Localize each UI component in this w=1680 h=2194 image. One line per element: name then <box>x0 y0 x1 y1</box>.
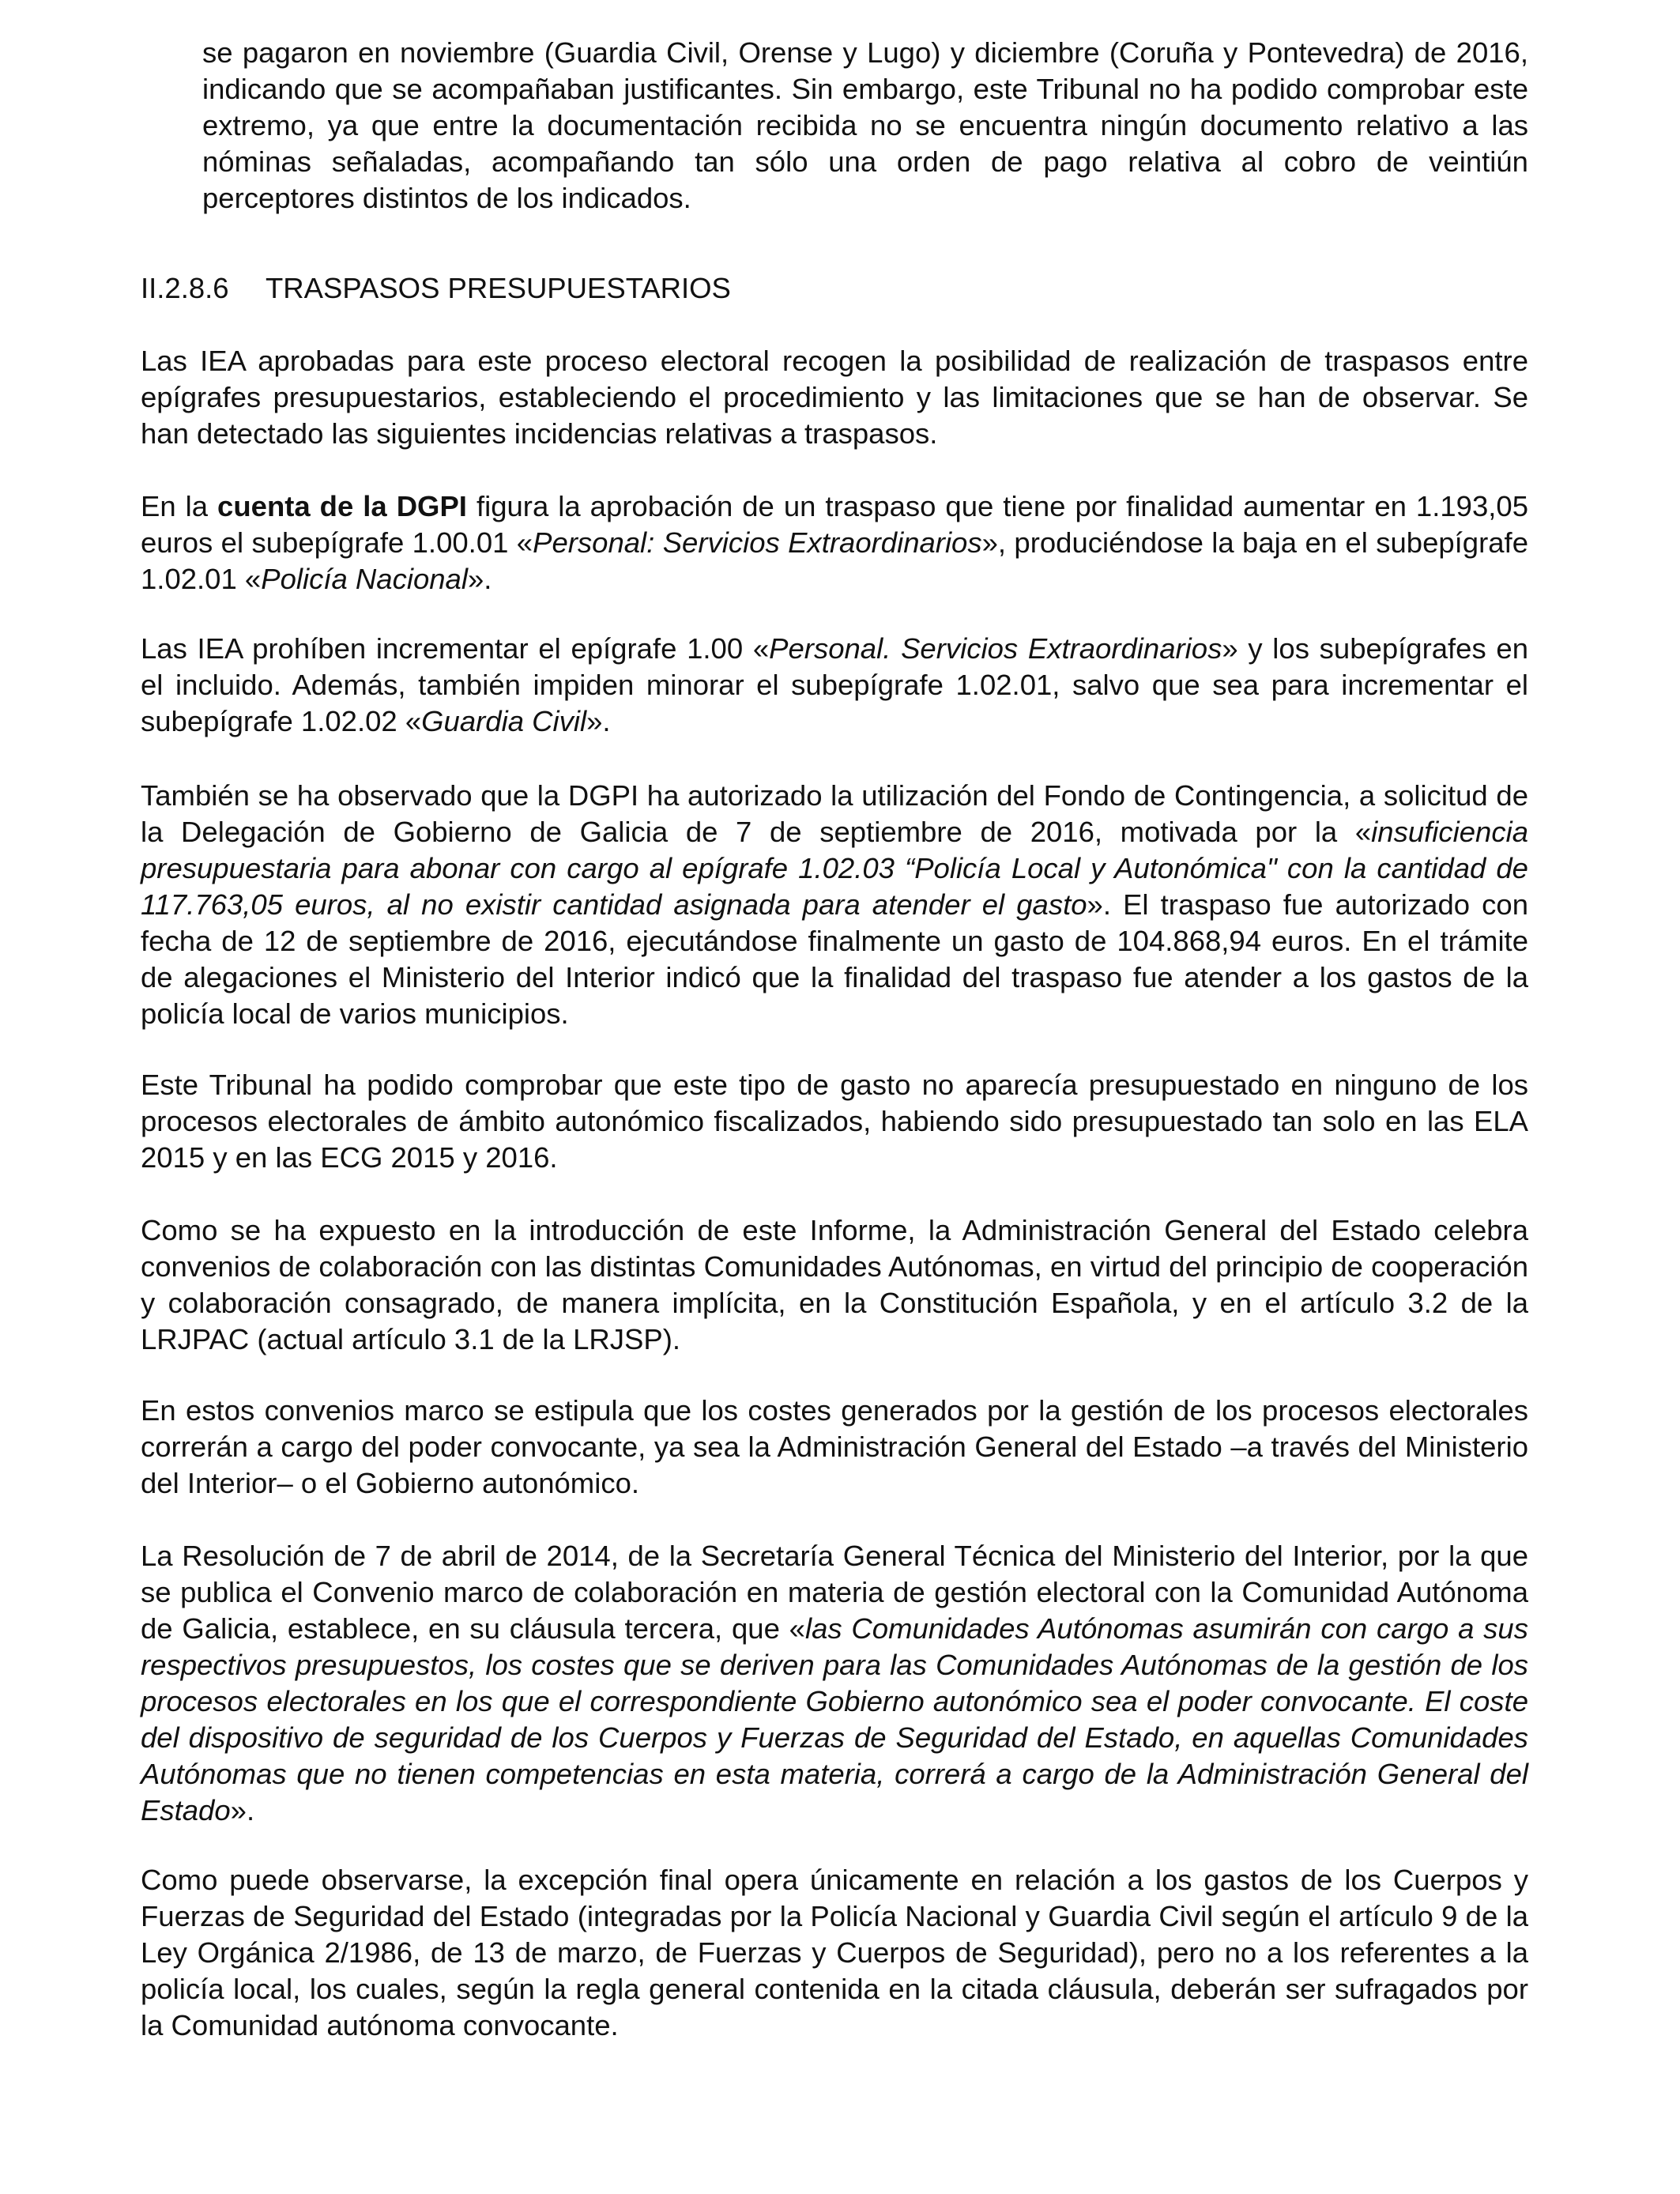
italic-run: Guardia Civil <box>421 705 587 737</box>
text-run: La Resolución de 7 de abril de 2014, de la Secretaría General Técnica del Ministerio del Interior, por la que se publica el Convenio marco de colaboración en materia de gestión electoral con la Comunidad Autónoma de Galicia, establece, en su cláusula tercera, que « <box>141 1540 1528 1645</box>
paragraph-iea-traspasos: Las IEA aprobadas para este proceso electoral recogen la posibilidad de realización de traspasos entre epígrafes presupuestarios, estableciendo el procedimiento y las limitaciones que se han de observar. Se han detectado las siguientes incidencias relativas a traspasos. <box>141 345 1528 450</box>
text-run: figura la aprobación de un traspaso que tiene por finalidad aumentar en 1.193,05 euros el subepígrafe 1.00.01 « <box>141 490 1529 559</box>
text-run: », produciéndose la baja en el subepígrafe 1.02.01 « <box>141 526 1529 595</box>
paragraph-nominas-continuation: se pagaron en noviembre (Guardia Civil, Orense y Lugo) y diciembre (Coruña y Pontevedra) de 2016, indicando que se acompañaban justificantes. Sin embargo, este Tribunal no ha podido comprobar este extremo, ya que entre la documentación recibida no se encuentra ningún documento relativo a las nóminas señaladas, acompañando tan sólo una orden de pago relativa al cobro de veintiún perceptores distintos de los indicados. <box>202 36 1528 214</box>
text-run: ». <box>467 563 492 595</box>
paragraph-resolucion-2014 <box>141 1538 1528 1829</box>
paragraph-iea-prohiben <box>141 631 1528 740</box>
italic-run: Policía Nacional <box>261 563 468 595</box>
bold-run: cuenta de la DGPI <box>217 490 467 522</box>
italic-run: Personal: Servicios Extraordinarios <box>533 526 982 559</box>
section-heading <box>141 270 731 307</box>
text-run: ». <box>230 1794 255 1826</box>
paragraph-excepcion-final: Como puede observarse, la excepción final opera únicamente en relación a los gastos de los Cuerpos y Fuerzas de Seguridad del Estado (integradas por la Policía Nacional y Guardia Civil según el artículo 9 de la Ley Orgánica 2/1986, de 13 de marzo, de Fuerzas y Cuerpos de Seguridad), pero no a los referentes a la policía local, los cuales, según la regla general contenida en la citada cláusula, deberán ser sufragados por la Comunidad autónoma convocante. <box>141 1864 1528 2041</box>
paragraph-fondo-contingencia <box>141 778 1528 1032</box>
text-run: También se ha observado que la DGPI ha autorizado la utilización del Fondo de Contingencia, a solicitud de la Delegación de Gobierno de Galicia de 7 de septiembre de 2016, motivada por la « <box>141 779 1528 848</box>
text-run: Las IEA prohíben incrementar el epígrafe 1.00 « <box>141 632 770 665</box>
section-title: TRASPASOS PRESUPUESTARIOS <box>266 272 731 304</box>
text-run: » y los subepígrafes en el incluido. Además, también impiden minorar el subepígrafe 1.02.01, salvo que sea para incrementar el subepígrafe 1.02.02 « <box>141 632 1529 737</box>
paragraph-tribunal-comprobacion: Este Tribunal ha podido comprobar que este tipo de gasto no aparecía presupuestado en ninguno de los procesos electorales de ámbito autonómico fiscalizados, habiendo sido presupuestado tan solo en las ELA 2015 y en las ECG 2015 y 2016. <box>141 1069 1528 1174</box>
italic-run: las Comunidades Autónomas asumirán con cargo a sus respectivos presupuestos, los costes que se deriven para las Comunidades Autónomas de la gestión de los procesos electorales en los que el correspondiente Gobierno autonómico sea el poder convocante. El coste del dispositivo de seguridad de los Cuerpos y Fuerzas de Seguridad del Estado, en aquellas Comunidades Autónomas que no tienen competencias en esta materia, correrá a cargo de la Administración General del Estado <box>141 1612 1528 1826</box>
paragraph-convenios-marco: En estos convenios marco se estipula que los costes generados por la gestión de los procesos electorales correrán a cargo del poder convocante, ya sea la Administración General del Estado –a través del Ministerio del Interior– o el Gobierno autonómico. <box>141 1394 1528 1499</box>
paragraph-cuenta-dgpi <box>141 488 1528 598</box>
text-run: ». <box>586 705 611 737</box>
italic-run: insuficiencia presupuestaria para abonar con cargo al epígrafe 1.02.03 “Policía Local y Autonómica" con la cantidad de 117.763,05 euros, al no existir cantidad asignada para atender el gasto <box>141 816 1528 921</box>
section-number: II.2.8.6 <box>141 272 229 304</box>
paragraph-convenios-colaboracion: Como se ha expuesto en la introducción de este Informe, la Administración General del Estado celebra convenios de colaboración con las distintas Comunidades Autónomas, en virtud del principio de cooperación y colaboración consagrado, de manera implícita, en la Constitución Española, y en el artículo 3.2 de la LRJPAC (actual artículo 3.1 de la LRJSP). <box>141 1214 1528 1355</box>
italic-run: Personal. Servicios Extraordinarios <box>769 632 1222 665</box>
text-run: En la <box>141 490 218 522</box>
text-run: ». El traspaso fue autorizado con fecha de 12 de septiembre de 2016, ejecutándose finalmente un gasto de 104.868,94 euros. En el trámite de alegaciones el Ministerio del Interior indicó que la finalidad del traspaso fue atender a los gastos de la policía local de varios municipios. <box>141 888 1529 1030</box>
